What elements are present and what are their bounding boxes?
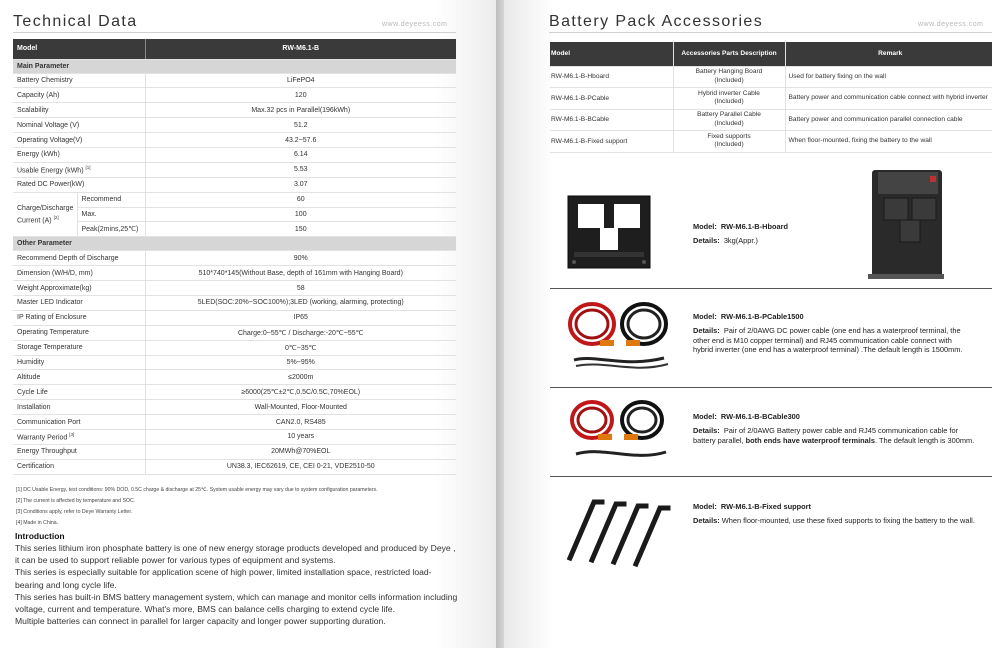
accessories-table: [550, 42, 992, 153]
row-label: [13, 429, 145, 444]
cell-model: RW-M6.1-B-Fixed support: [550, 131, 673, 153]
row-label: Battery Chemistry: [13, 73, 145, 88]
row-value: 150: [145, 222, 456, 237]
item-details-end: . The default length is 300mm.: [874, 435, 975, 445]
row-value: 60: [145, 192, 456, 207]
row-value: 0℃~35℃: [145, 340, 456, 355]
row-value: 10 years: [145, 429, 456, 444]
row-label: Humidity: [13, 355, 145, 370]
section-other-label: Other Parameter: [13, 237, 456, 251]
table-row: [13, 355, 456, 370]
footnote: [4] Made in China.: [16, 520, 59, 526]
row-value: IP65: [145, 310, 456, 325]
desc-line: (Included): [714, 76, 744, 84]
cell-remark: Battery power and communication parallel connection cable: [785, 109, 992, 131]
parallel-cable-image: [564, 396, 682, 468]
item-model: RW-M6.1-B-PCable1500: [720, 312, 804, 321]
row-label: Installation: [13, 400, 145, 415]
table-row: [13, 400, 456, 415]
battery-with-board-image: [864, 166, 944, 281]
row-label: [13, 162, 145, 177]
row-label: Energy Throughput: [13, 444, 145, 459]
cell-description: [673, 66, 785, 88]
table-row: [13, 192, 456, 207]
row-value: Max.32 pcs in Parallel(196kWh): [145, 103, 456, 118]
row-label-text: Warranty Period: [17, 434, 68, 442]
table-header: [550, 42, 992, 66]
row-label: Capacity (Ah): [13, 88, 145, 103]
details-label: Details:: [693, 426, 720, 436]
item-bcable-description: [693, 412, 977, 450]
intro-line: This series lithium iron phosphate battery is one of new energy storage products developed and produced by Deye ,: [15, 543, 456, 553]
details-label: Details:: [693, 516, 720, 526]
cell-remark: Battery power and communication cable connect with hybrid inverter: [785, 88, 992, 110]
row-label: Master LED Indicator: [13, 295, 145, 310]
cell-model: RW-M6.1-B-PCable: [550, 88, 673, 110]
table-row: [13, 281, 456, 296]
item-model-line: [693, 502, 993, 511]
cell-description: [673, 131, 785, 153]
intro-heading: Introduction: [15, 531, 65, 541]
item-details-line: [693, 326, 971, 354]
intro-line: This series is especially suitable for application scene of high power, limited installation space, restricted load-: [15, 567, 432, 578]
section-main-label: Main Parameter: [13, 59, 456, 73]
header-model: Model: [550, 42, 673, 66]
row-value: 51.2: [145, 118, 456, 133]
row-value: UN38.3, IEC62619, CE, CEI 0-21, VDE2510-50: [145, 459, 456, 474]
footnote: [2] The current is affected by temperature and SOC.: [16, 498, 136, 504]
row-label: Scalability: [13, 103, 145, 118]
header-model-value: RW-M6.1-B: [145, 39, 456, 59]
row-label: Operating Temperature: [13, 325, 145, 340]
row-value: LiFePO4: [145, 73, 456, 88]
details-label: Details:: [693, 326, 720, 336]
current-label-line1: Charge/Discharge: [17, 204, 74, 212]
row-label: Certification: [13, 459, 145, 474]
current-label-line2: Current (A): [17, 217, 52, 225]
intro-line: Multiple batteries can connect in parallel for larger capacity and longer power supporting duration.: [15, 616, 386, 627]
cell-description: [673, 88, 785, 110]
footnote: [3] Conditions apply, refer to Deye Warranty Letter.: [16, 509, 133, 515]
row-label: Storage Temperature: [13, 340, 145, 355]
footnote-ref: [2]: [53, 214, 59, 220]
row-value: CAN2.0, RS485: [145, 415, 456, 430]
title-rule: [13, 32, 456, 33]
table-row: [13, 162, 456, 177]
row-label: Dimension (W/H/D, mm): [13, 266, 145, 281]
table-row: [13, 118, 456, 133]
row-sublabel: Peak(2mins,25℃): [77, 222, 145, 237]
desc-line: Battery Hanging Board: [695, 68, 763, 76]
row-label-text: Usable Energy (kWh): [17, 167, 84, 175]
table-row: [13, 459, 456, 474]
item-details-bold: both ends have waterproof terminals: [745, 435, 875, 445]
table-row: [13, 385, 456, 400]
header-model-label: Model: [13, 39, 145, 59]
table-row: [13, 429, 456, 444]
page-title: Technical Data: [13, 13, 138, 30]
book-gutter: [496, 0, 504, 648]
table-row: [13, 103, 456, 118]
desc-line: Hybrid inverter Cable: [698, 89, 760, 97]
row-value: 20MWh@70%EOL: [145, 444, 456, 459]
header-remark: Remark: [785, 42, 992, 66]
table-row: [13, 177, 456, 192]
intro-line: voltage, current and temperature. What's more, BMS can balance cells charging to extend cycle life.: [15, 604, 395, 615]
row-sublabel: Max.: [77, 207, 145, 222]
row-label: Cycle Life: [13, 385, 145, 400]
row-value: 5LED(SOC:20%~SOC100%);3LED (working, alarming, protecting): [145, 295, 456, 310]
table-row: [550, 66, 992, 88]
table-row: [13, 251, 456, 266]
desc-line: Fixed supports: [707, 132, 751, 140]
item-model: RW-M6.1-B-Fixed support: [720, 502, 811, 511]
footnotes: [16, 485, 378, 529]
item-details-line: [693, 426, 977, 445]
intro-line: bearing and long cycle life.: [15, 579, 117, 590]
row-label: Nominal Voltage (V): [13, 118, 145, 133]
table-row: [550, 88, 992, 110]
table-row: [550, 109, 992, 131]
section-other: [13, 237, 456, 251]
footnote-ref: [3]: [69, 432, 75, 438]
row-label: Communication Port: [13, 415, 145, 430]
technical-data-table: [13, 39, 456, 475]
item-details: 3kg(Appr.): [723, 236, 758, 246]
hanging-board-image: [564, 192, 654, 272]
row-value: 58: [145, 281, 456, 296]
row-value: Wall-Mounted, Floor-Mounted: [145, 400, 456, 415]
item-pcable-description: [693, 312, 971, 360]
row-label: IP Rating of Enclosure: [13, 310, 145, 325]
table-row: [13, 310, 456, 325]
cell-remark: When floor-mounted, fixing the battery to the wall: [785, 131, 992, 153]
hybrid-cable-image: [564, 298, 682, 376]
row-value: 100: [145, 207, 456, 222]
table-row: [13, 222, 456, 237]
cell-model: RW-M6.1-B-BCable: [550, 109, 673, 131]
table-row: [13, 266, 456, 281]
model-label: Model:: [693, 412, 717, 421]
table-row: [13, 444, 456, 459]
item-separator: [550, 288, 992, 289]
intro-line: it can be used to support reliable power for various types of equipment and systems.: [15, 555, 336, 566]
table-row: [13, 370, 456, 385]
model-label: Model:: [693, 222, 717, 231]
row-label: Operating Voltage(V): [13, 133, 145, 148]
table-row: [13, 133, 456, 148]
item-model-line: [693, 412, 977, 421]
desc-line: (Included): [714, 119, 744, 127]
left-page: [0, 0, 496, 648]
desc-line: (Included): [714, 141, 744, 149]
item-separator: [550, 387, 992, 388]
item-details-line: [693, 516, 993, 525]
website-url: www.deyeess.com: [918, 21, 984, 28]
row-value: 510*740*145(Without Base, depth of 161mm with Hanging Board): [145, 266, 456, 281]
row-value: ≥6000(25℃±2℃,0.5C/0.5C,70%EOL): [145, 385, 456, 400]
item-model: RW-M6.1-B-Hboard: [720, 222, 788, 231]
row-value: 6.14: [145, 147, 456, 162]
row-value: ≤2000m: [145, 370, 456, 385]
footnote: [1] DC Usable Energy, test conditions: 90% DOD, 0.5C charge & discharge at 25℃. System usable energy may vary due to system configuration parameters.: [16, 487, 378, 493]
row-label: Recommend Depth of Discharge: [13, 251, 145, 266]
title-rule: [549, 32, 992, 33]
table-row: [13, 325, 456, 340]
page-title: Battery Pack Accessories: [549, 13, 764, 30]
desc-line: (Included): [714, 98, 744, 106]
row-label: Weight Approximate(kg): [13, 281, 145, 296]
footnote-ref: [1]: [85, 165, 91, 171]
section-main: [13, 59, 456, 73]
model-label: Model:: [693, 312, 717, 321]
table-row: [13, 88, 456, 103]
table-row: [13, 147, 456, 162]
cell-description: [673, 109, 785, 131]
table-row: [13, 340, 456, 355]
header-description: Accessories Parts Description: [673, 42, 785, 66]
row-value: 5%~95%: [145, 355, 456, 370]
row-value: 5.53: [145, 162, 456, 177]
intro-text: [15, 542, 483, 627]
row-value: 43.2~57.6: [145, 133, 456, 148]
current-label: [13, 192, 77, 237]
table-row: [13, 207, 456, 222]
fixed-support-image: [564, 488, 676, 568]
table-row: [550, 131, 992, 153]
table-row: [13, 415, 456, 430]
item-details: When floor-mounted, use these fixed supports to fixing the battery to the wall.: [721, 516, 975, 526]
table-row: [13, 73, 456, 88]
row-value: Charge:0~55℃ / Discharge:-20℃~55℃: [145, 325, 456, 340]
item-model-line: [693, 312, 971, 321]
cell-remark: Used for battery fixing on the wall: [785, 66, 992, 88]
item-model: RW-M6.1-B-BCable300: [720, 412, 800, 421]
model-label: Model:: [693, 502, 717, 511]
item-support-description: [693, 502, 993, 531]
details-label: Details:: [693, 236, 720, 246]
row-label: Altitude: [13, 370, 145, 385]
item-separator: [550, 476, 992, 477]
intro-line: This series has built-in BMS battery management system, which can manage and monitor cells information including: [15, 591, 458, 602]
right-page: [504, 0, 1000, 648]
row-sublabel: Recommend: [77, 192, 145, 207]
row-label: Rated DC Power(kW): [13, 177, 145, 192]
row-value: 90%: [145, 251, 456, 266]
table-header: [13, 39, 456, 59]
table-row: [13, 295, 456, 310]
row-value: 120: [145, 88, 456, 103]
row-label: Energy (kWh): [13, 147, 145, 162]
item-details: Pair of 2/0AWG Battery power cable and RJ45 communication cable for battery parallel,: [693, 426, 959, 445]
row-value: 3.07: [145, 177, 456, 192]
website-url: www.deyeess.com: [382, 21, 448, 28]
desc-line: Battery Parallel Cable: [697, 111, 761, 119]
cell-model: RW-M6.1-B-Hboard: [550, 66, 673, 88]
item-details: Pair of 2/0AWG DC power cable (one end has a waterproof terminal, the other end is M10 copper terminal) and RJ45 communication cable connect with hybrid inverter (one end has a waterproof terminal) .The default length is 1500mm.: [693, 326, 963, 355]
